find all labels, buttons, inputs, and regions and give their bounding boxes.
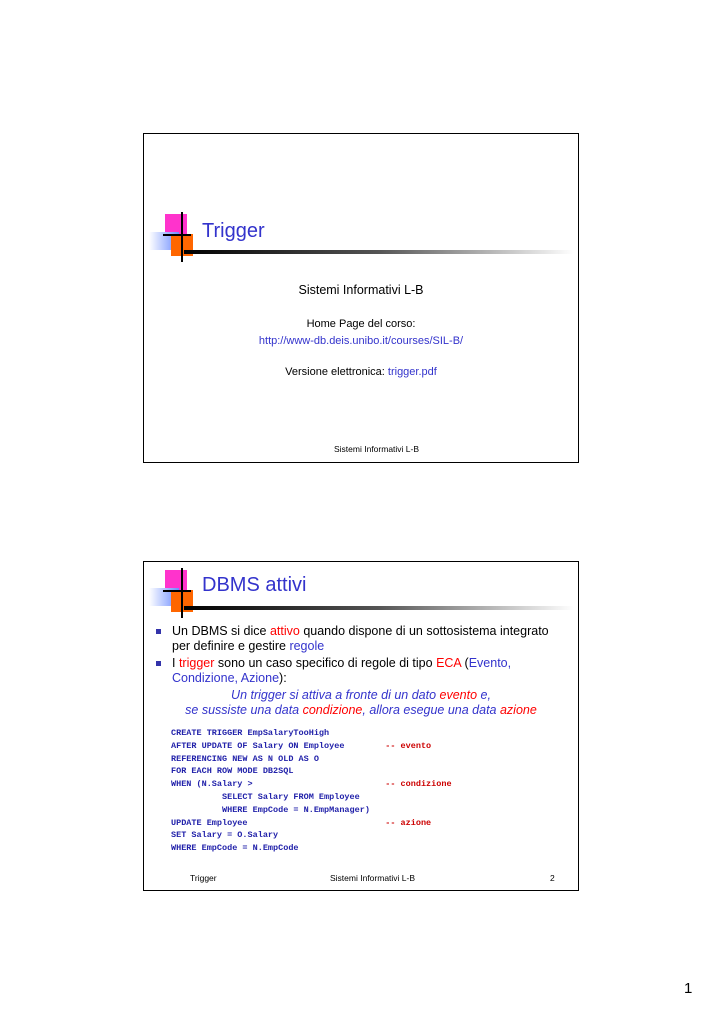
code-line: UPDATE Employee -- azione xyxy=(171,817,432,828)
sql-code-block xyxy=(171,727,452,855)
slide-1 xyxy=(143,133,579,463)
code-line: WHERE EmpCode = N.EmpManager) xyxy=(171,804,370,815)
code-line: WHEN (N.Salary > -- condizione xyxy=(171,779,452,790)
version-label: Versione elettronica: xyxy=(285,366,388,378)
slide-2 xyxy=(143,561,579,891)
bullet-list xyxy=(156,624,566,717)
code-line: FOR EACH ROW MODE DB2SQL xyxy=(171,766,294,777)
title-underline xyxy=(184,250,574,254)
title-underline xyxy=(184,606,574,610)
slide-title: DBMS attivi xyxy=(202,574,307,596)
home-label: Home Page del corso: xyxy=(306,318,416,330)
code-line: AFTER UPDATE OF Salary ON Employee -- evento xyxy=(171,740,432,751)
slide-footer: Sistemi Informativi L-B xyxy=(334,444,420,454)
bullet-item: I trigger sono un caso specifico di regole di tipo ECA (Evento, Condizione, Azione): xyxy=(156,656,566,686)
eca-quote-line-1: Un trigger si attiva a fronte di un dato evento e, xyxy=(231,688,491,702)
version-link[interactable]: trigger.pdf xyxy=(387,366,437,378)
bullet-square-icon xyxy=(156,629,161,634)
footer-left: Trigger xyxy=(190,873,217,883)
version-line xyxy=(144,366,578,378)
code-comment: -- evento xyxy=(385,740,432,751)
code-line: SELECT Salary FROM Employee xyxy=(171,791,360,802)
home-url-link[interactable]: http://www-db.deis.unibo.it/courses/SIL-B/ xyxy=(258,335,464,347)
slide-logo-icon xyxy=(149,568,201,620)
code-comment: -- azione xyxy=(385,817,432,828)
code-comment: -- condizione xyxy=(385,779,452,790)
footer-center: Sistemi Informativi L-B xyxy=(330,873,416,883)
slide-title: Trigger xyxy=(202,220,265,242)
footer-page-number: 2 xyxy=(550,873,555,883)
code-line: WHERE EmpCode = N.EmpCode xyxy=(171,843,299,854)
code-line: REFERENCING NEW AS N OLD AS O xyxy=(171,753,319,764)
bullet-item: Un DBMS si dice attivo quando dispone di un sottosistema integrato per definire e gestire regole xyxy=(156,624,566,654)
slide-logo-icon xyxy=(149,212,201,264)
code-line: CREATE TRIGGER EmpSalaryTooHigh xyxy=(171,728,330,738)
bullet-square-icon xyxy=(156,661,161,666)
page-number: 1 xyxy=(684,980,693,997)
eca-quote-line-2: se sussiste una data condizione, allora esegue una data azione xyxy=(185,703,537,717)
code-line: SET Salary = O.Salary xyxy=(171,830,279,841)
slide-subtitle: Sistemi Informativi L-B xyxy=(298,283,424,297)
